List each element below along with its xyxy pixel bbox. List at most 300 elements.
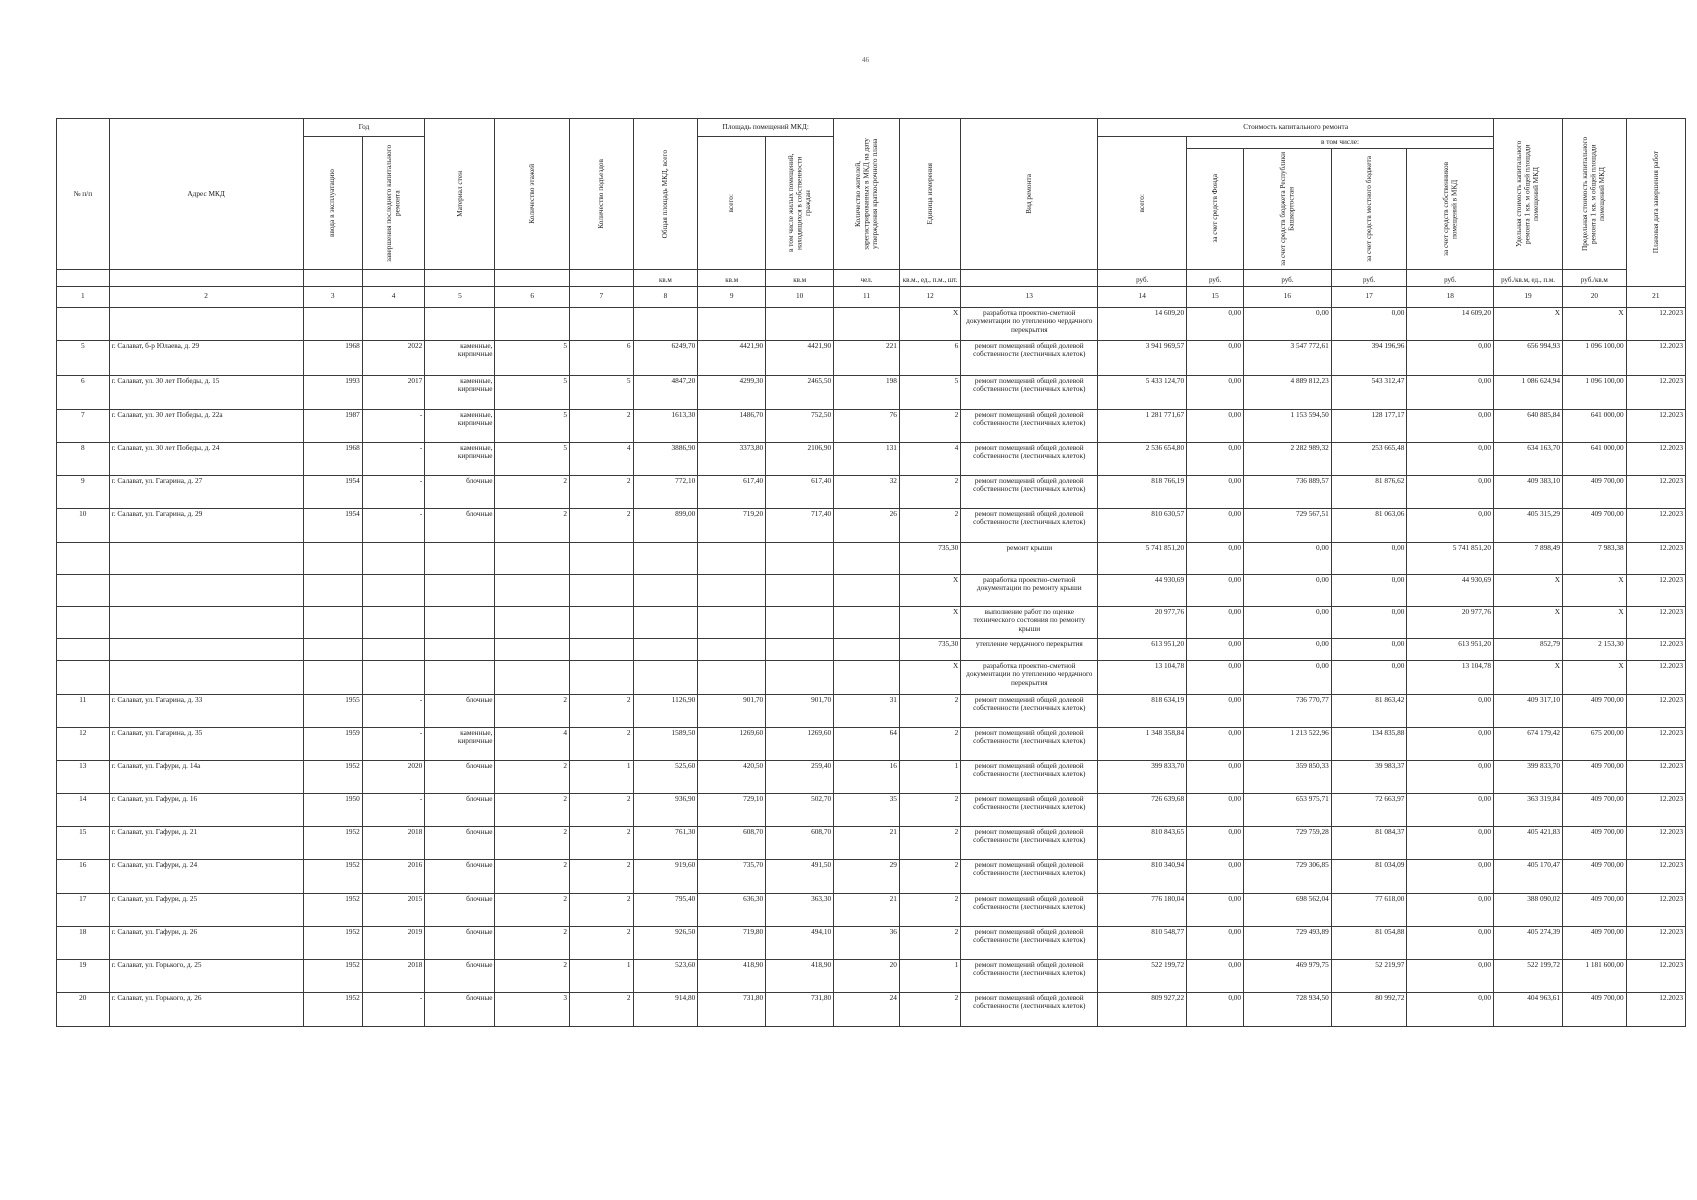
header-col-address: Адрес МКД: [109, 119, 303, 270]
cell-p1: 636,30: [698, 893, 766, 926]
cell-c3: 728 934,50: [1244, 992, 1332, 1026]
cell-c5: 0,00: [1407, 793, 1494, 826]
cell-y1: [303, 638, 362, 660]
cell-work: ремонт помещений общей долевой собственности (лестничных клеток): [961, 727, 1098, 760]
cell-y2: 2016: [362, 859, 425, 893]
cell-addr: [109, 574, 303, 606]
cell-c5: 0,00: [1407, 893, 1494, 926]
cell-c2: 0,00: [1187, 409, 1244, 442]
cell-c3: 0,00: [1244, 542, 1332, 574]
cell-y1: 1987: [303, 409, 362, 442]
cell-y1: 1959: [303, 727, 362, 760]
cell-area: [633, 542, 698, 574]
cell-y2: -: [362, 442, 425, 475]
cell-c3: 698 562,04: [1244, 893, 1332, 926]
unit-cell: [57, 269, 110, 286]
capital-repair-plan-table: [56, 118, 1686, 1027]
cell-p2: 494,10: [766, 926, 834, 959]
table-row: [57, 826, 1686, 859]
cell-res: [834, 542, 900, 574]
cell-uc: 409 317,10: [1494, 694, 1563, 727]
cell-y2: [362, 574, 425, 606]
cell-mat: [425, 606, 495, 638]
cell-u: 2: [899, 508, 960, 542]
cell-ent: 2: [570, 409, 634, 442]
cell-c1: 14 609,20: [1098, 307, 1187, 340]
cell-c2: 0,00: [1187, 992, 1244, 1026]
cell-c2: 0,00: [1187, 793, 1244, 826]
cell-c3: 0,00: [1244, 307, 1332, 340]
cell-p1: 731,80: [698, 992, 766, 1026]
cell-area: 3886,90: [633, 442, 698, 475]
unit-cell: руб.: [1098, 269, 1187, 286]
cell-addr: г. Салават, ул. Горького, д. 26: [109, 992, 303, 1026]
cell-y1: 1954: [303, 508, 362, 542]
cell-c2: 0,00: [1187, 760, 1244, 793]
cell-c2: 0,00: [1187, 660, 1244, 694]
cell-fl: [495, 660, 570, 694]
cell-fl: 2: [495, 475, 570, 508]
cell-uc: 7 898,49: [1494, 542, 1563, 574]
cell-c2: 0,00: [1187, 638, 1244, 660]
header-floors: [495, 119, 570, 270]
cell-p2: 502,70: [766, 793, 834, 826]
cell-no: 17: [57, 893, 110, 926]
cell-ent: [570, 307, 634, 340]
cell-mat: [425, 638, 495, 660]
cell-res: 32: [834, 475, 900, 508]
cell-y1: [303, 660, 362, 694]
cell-uc: 634 163,70: [1494, 442, 1563, 475]
cell-area: [633, 606, 698, 638]
cell-res: 21: [834, 826, 900, 859]
cell-c4: 0,00: [1331, 638, 1407, 660]
cell-d: 12.2023: [1626, 893, 1685, 926]
cell-c3: 653 975,71: [1244, 793, 1332, 826]
cell-mc: 409 700,00: [1563, 475, 1627, 508]
cell-d: 12.2023: [1626, 307, 1685, 340]
cell-u: 2: [899, 826, 960, 859]
cell-uc: 363 319,84: [1494, 793, 1563, 826]
cell-c3: 2 282 989,32: [1244, 442, 1332, 475]
cell-ent: 1: [570, 959, 634, 992]
cell-c4: 52 219,97: [1331, 959, 1407, 992]
cell-mc: 409 700,00: [1563, 508, 1627, 542]
cell-fl: 2: [495, 508, 570, 542]
cell-p2: 4421,90: [766, 340, 834, 375]
cell-d: 12.2023: [1626, 959, 1685, 992]
cell-p2: 901,70: [766, 694, 834, 727]
cell-mc: 1 096 100,00: [1563, 375, 1627, 409]
cell-mc: 409 700,00: [1563, 760, 1627, 793]
unit-cell: чел.: [834, 269, 900, 286]
cell-work: ремонт помещений общей долевой собственности (лестничных клеток): [961, 340, 1098, 375]
cell-res: 31: [834, 694, 900, 727]
page-number: 46: [862, 56, 869, 64]
cell-res: 64: [834, 727, 900, 760]
cell-c3: 729 493,89: [1244, 926, 1332, 959]
cell-d: 12.2023: [1626, 760, 1685, 793]
cell-ent: 2: [570, 893, 634, 926]
cell-p2: [766, 660, 834, 694]
cell-p1: [698, 574, 766, 606]
cell-c4: 81 063,06: [1331, 508, 1407, 542]
cell-c5: 0,00: [1407, 992, 1494, 1026]
cell-d: 12.2023: [1626, 638, 1685, 660]
cell-c3: 359 850,33: [1244, 760, 1332, 793]
cell-u: 735,30: [899, 542, 960, 574]
cell-mc: 409 700,00: [1563, 694, 1627, 727]
cell-work: ремонт крыши: [961, 542, 1098, 574]
cell-fl: 2: [495, 826, 570, 859]
cell-mat: блочные: [425, 826, 495, 859]
unit-cell: [109, 269, 303, 286]
cell-uc: 399 833,70: [1494, 760, 1563, 793]
cell-uc: 388 090,02: [1494, 893, 1563, 926]
cell-fl: [495, 606, 570, 638]
cell-u: 2: [899, 893, 960, 926]
cell-y2: [362, 606, 425, 638]
cell-y1: 1952: [303, 893, 362, 926]
cell-addr: [109, 660, 303, 694]
header-residents-label: Количество жителей, зарегистрированных в МКД на дату утверждения краткосрочного плана: [852, 137, 879, 250]
cell-d: 12.2023: [1626, 727, 1685, 760]
cell-ent: [570, 638, 634, 660]
cell-p2: [766, 542, 834, 574]
header-cost-total-label: всего:: [1136, 193, 1146, 213]
cell-addr: г. Салават, ул. Гафури, д. 14а: [109, 760, 303, 793]
cell-fl: 5: [495, 442, 570, 475]
cell-y1: 1952: [303, 992, 362, 1026]
cell-c1: 2 536 654,80: [1098, 442, 1187, 475]
cell-addr: г. Салават, ул. Гафури, д. 21: [109, 826, 303, 859]
cell-res: 36: [834, 926, 900, 959]
cell-fl: 2: [495, 760, 570, 793]
cell-res: 76: [834, 409, 900, 442]
cell-mat: каменные, кирпичные: [425, 442, 495, 475]
table-row: [57, 574, 1686, 606]
table-row: [57, 727, 1686, 760]
cell-p2: [766, 606, 834, 638]
cell-area: 926,50: [633, 926, 698, 959]
cell-mat: [425, 660, 495, 694]
header-cost-owners: [1407, 148, 1494, 269]
cell-area: 4847,20: [633, 375, 698, 409]
cell-fl: [495, 574, 570, 606]
cell-c5: 0,00: [1407, 926, 1494, 959]
header-work-type: [961, 119, 1098, 270]
cell-res: [834, 574, 900, 606]
cell-c2: 0,00: [1187, 475, 1244, 508]
cell-res: 24: [834, 992, 900, 1026]
cell-no: [57, 660, 110, 694]
cell-area: [633, 638, 698, 660]
column-number: 16: [1244, 286, 1332, 307]
cell-u: X: [899, 574, 960, 606]
cell-u: 2: [899, 926, 960, 959]
cell-ent: 2: [570, 926, 634, 959]
header-residents: [834, 119, 900, 270]
cell-addr: г. Салават, ул. Гафури, д. 25: [109, 893, 303, 926]
cell-d: 12.2023: [1626, 340, 1685, 375]
cell-mat: каменные, кирпичные: [425, 375, 495, 409]
cell-y2: [362, 542, 425, 574]
cell-p2: 363,30: [766, 893, 834, 926]
cell-no: 7: [57, 409, 110, 442]
table-body: [57, 307, 1686, 1026]
cell-ent: [570, 574, 634, 606]
cell-u: 2: [899, 859, 960, 893]
cell-c1: 810 630,57: [1098, 508, 1187, 542]
unit-cell: кв.м., ед., п.м., шт.: [899, 269, 960, 286]
cell-mc: 7 983,38: [1563, 542, 1627, 574]
cell-d: 12.2023: [1626, 475, 1685, 508]
column-number: 21: [1626, 286, 1685, 307]
cell-mc: 1 096 100,00: [1563, 340, 1627, 375]
cell-y1: [303, 542, 362, 574]
cell-work: ремонт помещений общей долевой собственности (лестничных клеток): [961, 475, 1098, 508]
header-max-cost: [1563, 119, 1627, 270]
cell-area: 6249,70: [633, 340, 698, 375]
cell-uc: 852,79: [1494, 638, 1563, 660]
cell-y1: 1952: [303, 826, 362, 859]
cell-ent: 2: [570, 859, 634, 893]
cell-addr: г. Салават, б-р Юлаева, д. 29: [109, 340, 303, 375]
cell-c4: 543 312,47: [1331, 375, 1407, 409]
cell-addr: г. Салават, ул. Гагарина, д. 35: [109, 727, 303, 760]
cell-mat: [425, 574, 495, 606]
cell-no: 20: [57, 992, 110, 1026]
column-number: 14: [1098, 286, 1187, 307]
cell-uc: 1 086 624,94: [1494, 375, 1563, 409]
cell-y1: 1952: [303, 959, 362, 992]
cell-area: 525,60: [633, 760, 698, 793]
cell-area: 1126,90: [633, 694, 698, 727]
cell-p2: [766, 638, 834, 660]
cell-no: 18: [57, 926, 110, 959]
cell-c3: 1 213 522,96: [1244, 727, 1332, 760]
cell-c1: 613 951,20: [1098, 638, 1187, 660]
cell-c2: 0,00: [1187, 508, 1244, 542]
unit-cell: руб./кв.м, ед., п.м.: [1494, 269, 1563, 286]
header-wall-material: [425, 119, 495, 270]
cell-work: ремонт помещений общей долевой собственности (лестничных клеток): [961, 959, 1098, 992]
cell-c2: 0,00: [1187, 606, 1244, 638]
column-numbers-row: [57, 286, 1686, 307]
unit-cell: [570, 269, 634, 286]
cell-y1: [303, 574, 362, 606]
cell-u: 2: [899, 727, 960, 760]
header-year-commission: [303, 137, 362, 270]
cell-area: 772,10: [633, 475, 698, 508]
cell-fl: 2: [495, 694, 570, 727]
cell-fl: 5: [495, 375, 570, 409]
cell-mc: 409 700,00: [1563, 926, 1627, 959]
cell-u: X: [899, 307, 960, 340]
cell-c3: 0,00: [1244, 638, 1332, 660]
header-unit-measure: [899, 119, 960, 270]
cell-d: 12.2023: [1626, 375, 1685, 409]
cell-u: 735,30: [899, 638, 960, 660]
capital-repair-plan-table-sheet: [56, 118, 1686, 1079]
cell-c1: 810 340,94: [1098, 859, 1187, 893]
cell-p2: 731,80: [766, 992, 834, 1026]
cell-c3: 736 889,57: [1244, 475, 1332, 508]
cell-c4: 0,00: [1331, 606, 1407, 638]
cell-fl: [495, 542, 570, 574]
cell-addr: [109, 606, 303, 638]
column-number: 3: [303, 286, 362, 307]
cell-c3: 1 153 594,50: [1244, 409, 1332, 442]
cell-ent: 2: [570, 508, 634, 542]
cell-addr: г. Салават, ул. Гафури, д. 24: [109, 859, 303, 893]
cell-p1: [698, 660, 766, 694]
cell-c4: 0,00: [1331, 574, 1407, 606]
cell-uc: 405 170,47: [1494, 859, 1563, 893]
cell-area: 899,00: [633, 508, 698, 542]
cell-work: ремонт помещений общей долевой собственности (лестничных клеток): [961, 992, 1098, 1026]
cell-c3: 4 889 812,23: [1244, 375, 1332, 409]
cell-c1: 726 639,68: [1098, 793, 1187, 826]
table-row: [57, 409, 1686, 442]
cell-c1: 5 433 124,70: [1098, 375, 1187, 409]
cell-mc: 641 000,00: [1563, 409, 1627, 442]
cell-p1: 4299,30: [698, 375, 766, 409]
header-year-last-repair-label: завершения последнего капитального ремонта: [383, 144, 402, 262]
cell-uc: 640 885,84: [1494, 409, 1563, 442]
cell-c2: 0,00: [1187, 574, 1244, 606]
column-number: 5: [425, 286, 495, 307]
cell-y2: -: [362, 727, 425, 760]
table-row: [57, 340, 1686, 375]
cell-p2: 608,70: [766, 826, 834, 859]
cell-fl: 2: [495, 893, 570, 926]
cell-c5: 44 930,69: [1407, 574, 1494, 606]
cell-c4: 128 177,17: [1331, 409, 1407, 442]
cell-c5: 5 741 851,20: [1407, 542, 1494, 574]
cell-p1: 719,20: [698, 508, 766, 542]
cell-c1: 810 843,65: [1098, 826, 1187, 859]
cell-p2: 2106,90: [766, 442, 834, 475]
cell-y2: [362, 307, 425, 340]
column-number: 13: [961, 286, 1098, 307]
cell-area: 761,30: [633, 826, 698, 859]
column-number: 12: [899, 286, 960, 307]
cell-p1: 1269,60: [698, 727, 766, 760]
cell-work: ремонт помещений общей долевой собственности (лестничных клеток): [961, 893, 1098, 926]
cell-y1: 1968: [303, 442, 362, 475]
cell-c1: 20 977,76: [1098, 606, 1187, 638]
cell-y1: 1952: [303, 760, 362, 793]
cell-c5: 0,00: [1407, 859, 1494, 893]
cell-c5: 0,00: [1407, 375, 1494, 409]
cell-c1: 818 766,19: [1098, 475, 1187, 508]
cell-mc: 409 700,00: [1563, 992, 1627, 1026]
table-row: [57, 760, 1686, 793]
cell-fl: [495, 307, 570, 340]
header-cost-republic: [1244, 148, 1332, 269]
cell-uc: 405 315,29: [1494, 508, 1563, 542]
cell-c5: 0,00: [1407, 727, 1494, 760]
cell-y1: 1952: [303, 859, 362, 893]
cell-c3: 3 547 772,61: [1244, 340, 1332, 375]
table-row: [57, 893, 1686, 926]
cell-c2: 0,00: [1187, 375, 1244, 409]
table-row: [57, 638, 1686, 660]
header-premises-total-label: всего:: [726, 193, 736, 213]
column-number: 19: [1494, 286, 1563, 307]
cell-p2: 418,90: [766, 959, 834, 992]
cell-c5: 14 609,20: [1407, 307, 1494, 340]
cell-uc: X: [1494, 574, 1563, 606]
cell-c2: 0,00: [1187, 694, 1244, 727]
cell-fl: 5: [495, 340, 570, 375]
cell-no: [57, 574, 110, 606]
cell-ent: 2: [570, 793, 634, 826]
unit-cell: кв.м: [766, 269, 834, 286]
cell-c5: 13 104,78: [1407, 660, 1494, 694]
cell-no: 5: [57, 340, 110, 375]
cell-addr: г. Салават, ул. Гагарина, д. 33: [109, 694, 303, 727]
cell-no: [57, 542, 110, 574]
cell-ent: [570, 542, 634, 574]
header-cost-local: [1331, 148, 1407, 269]
header-planned-date-label: Плановая дата завершения работ: [1650, 151, 1660, 254]
cell-u: 2: [899, 992, 960, 1026]
cell-c4: 81 876,62: [1331, 475, 1407, 508]
cell-c2: 0,00: [1187, 307, 1244, 340]
cell-area: 914,80: [633, 992, 698, 1026]
cell-c4: 81 034,09: [1331, 859, 1407, 893]
cell-y2: -: [362, 475, 425, 508]
cell-c4: 81 054,88: [1331, 926, 1407, 959]
column-number: 9: [698, 286, 766, 307]
cell-y1: [303, 606, 362, 638]
cell-c1: 1 281 771,67: [1098, 409, 1187, 442]
cell-mc: X: [1563, 660, 1627, 694]
cell-u: 5: [899, 375, 960, 409]
cell-ent: 2: [570, 475, 634, 508]
cell-mc: X: [1563, 606, 1627, 638]
cell-mc: 641 000,00: [1563, 442, 1627, 475]
cell-work: разработка проектно-сметной документации по утеплению чердачного перекрытия: [961, 660, 1098, 694]
cell-res: 16: [834, 760, 900, 793]
cell-p1: 418,90: [698, 959, 766, 992]
cell-mat: блочные: [425, 926, 495, 959]
cell-addr: г. Салават, ул. Горького, д. 25: [109, 959, 303, 992]
cell-mat: блочные: [425, 760, 495, 793]
cell-d: 12.2023: [1626, 574, 1685, 606]
cell-area: 1589,50: [633, 727, 698, 760]
cell-fl: 2: [495, 859, 570, 893]
cell-d: 12.2023: [1626, 606, 1685, 638]
cell-c1: 818 634,19: [1098, 694, 1187, 727]
cell-u: 2: [899, 475, 960, 508]
column-number: 6: [495, 286, 570, 307]
cell-u: X: [899, 606, 960, 638]
cell-mc: X: [1563, 307, 1627, 340]
column-number: 1: [57, 286, 110, 307]
cell-mc: 409 700,00: [1563, 893, 1627, 926]
cell-ent: 1: [570, 760, 634, 793]
cell-y1: 1950: [303, 793, 362, 826]
cell-c5: 0,00: [1407, 826, 1494, 859]
cell-res: 21: [834, 893, 900, 926]
cell-no: 14: [57, 793, 110, 826]
cell-no: 13: [57, 760, 110, 793]
cell-ent: [570, 606, 634, 638]
cell-c2: 0,00: [1187, 926, 1244, 959]
